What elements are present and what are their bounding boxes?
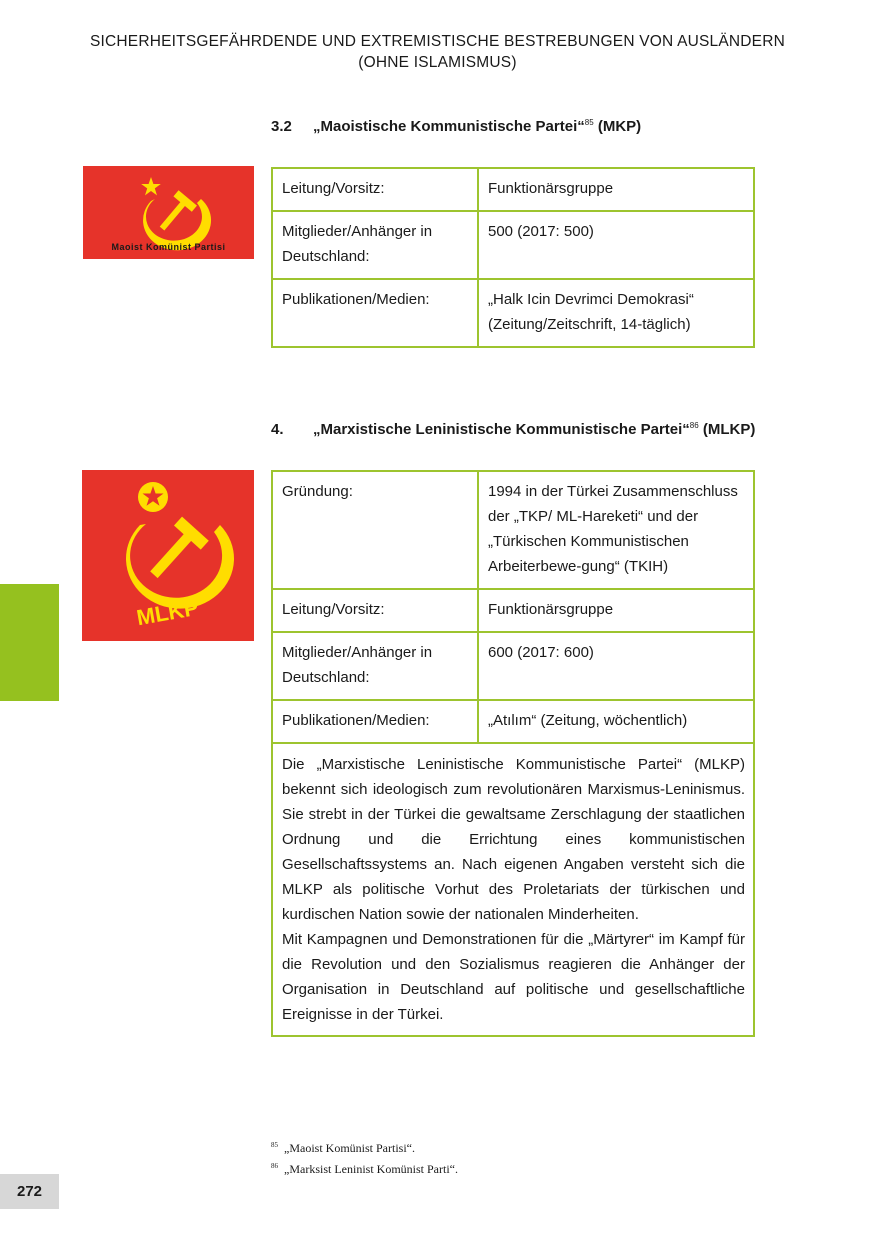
section-abbreviation: (MKP) (593, 118, 642, 135)
mlkp-emblem-logo (82, 470, 254, 641)
table-row (272, 632, 754, 700)
running-header-line-1: SICHERHEITSGEFÄHRDENDE UND EXTREMISTISCHE BESTREBUNGEN VON AUSLÄNDERN (89, 33, 786, 50)
footnote-85 (271, 1136, 751, 1157)
running-header (0, 31, 875, 73)
footnote-ref: 85 (584, 118, 594, 127)
description-cell (272, 743, 754, 1036)
table-row (272, 279, 754, 347)
table-row (272, 589, 754, 632)
footnote-text: „Marksist Leninist Komünist Parti“. (284, 1162, 458, 1176)
mkp-emblem-caption: Maoist Komünist Partisi (111, 242, 226, 252)
row-label: Publikationen/Medien: (272, 279, 478, 347)
table-row (272, 743, 754, 1036)
row-label: Mitglieder/Anhänger in Deutschland: (272, 211, 478, 279)
footnotes (271, 1136, 751, 1178)
chapter-side-tab (0, 584, 59, 701)
section-abbreviation: (MLKP) (698, 421, 756, 438)
row-value: 500 (2017: 500) (478, 211, 754, 279)
mkp-info-table (271, 167, 755, 348)
table-row (272, 700, 754, 743)
footnote-number: 85 (271, 1141, 278, 1149)
table-row (272, 211, 754, 279)
mlkp-info-table (271, 470, 755, 1037)
description-paragraph: Mit Kampagnen und Demonstrationen für die „Märtyrer“ im Kampf für die Revolution und den Sozialismus reagieren die Anhänger der Organisation in Deutschland auf politische und gesellschaftliche Ereignisse in der Türkei. (282, 931, 745, 1023)
row-label: Mitglieder/Anhänger in Deutschland: (272, 632, 478, 700)
row-value: Funktionärsgruppe (478, 589, 754, 632)
row-value: „Atılım“ (Zeitung, wöchentlich) (478, 700, 754, 743)
mlkp-emblem-caption: MLKP (134, 594, 201, 631)
row-label: Leitung/Vorsitz: (272, 168, 478, 211)
section-number: 3.2 (271, 118, 292, 135)
mkp-emblem-logo (83, 166, 254, 259)
section-title: „Marxistische Leninistische Kommunistische Partei“ (313, 421, 690, 438)
section-title: „Maoistische Kommunistische Partei“ (313, 118, 585, 135)
section-heading-mkp (271, 118, 641, 135)
row-label: Gründung: (272, 471, 478, 589)
row-label: Leitung/Vorsitz: (272, 589, 478, 632)
section-number: 4. (271, 421, 284, 438)
description-paragraph: Die „Marxistische Leninistische Kommunistische Partei“ (MLKP) bekennt sich ideologisch zum revolutionären Marxismus-Leninismus. Sie strebt in der Türkei die gewaltsame Zerschlagung der staatlichen Ordnung und die Errichtung eines kommunistischen Gesellschaftssystems an. Nach eigenen Angaben versteht sich die MLKP als politische Vorhut des Proletariats der türkischen und kurdischen Nation sowie der nationalen Minderheiten. (282, 756, 745, 923)
page-number: 272 (0, 1174, 59, 1209)
section-heading-mlkp (271, 421, 755, 438)
row-value: 1994 in der Türkei Zusammenschluss der „TKP/ ML-Hareketi“ und der „Türkischen Kommunistischen Arbeiterbewe-gung“ (TKIH) (478, 471, 754, 589)
row-value: Funktionärsgruppe (478, 168, 754, 211)
row-value: „Halk Icin Devrimci Demokrasi“ (Zeitung/Zeitschrift, 14-täglich) (478, 279, 754, 347)
footnote-number: 86 (271, 1162, 278, 1170)
table-row (272, 471, 754, 589)
running-header-line-2: (OHNE ISLAMISMUS) (358, 54, 517, 71)
row-value: 600 (2017: 600) (478, 632, 754, 700)
footnote-text: „Maoist Komünist Partisi“. (284, 1141, 415, 1155)
footnote-ref: 86 (689, 421, 699, 430)
row-label: Publikationen/Medien: (272, 700, 478, 743)
table-row (272, 168, 754, 211)
footnote-86 (271, 1157, 751, 1178)
